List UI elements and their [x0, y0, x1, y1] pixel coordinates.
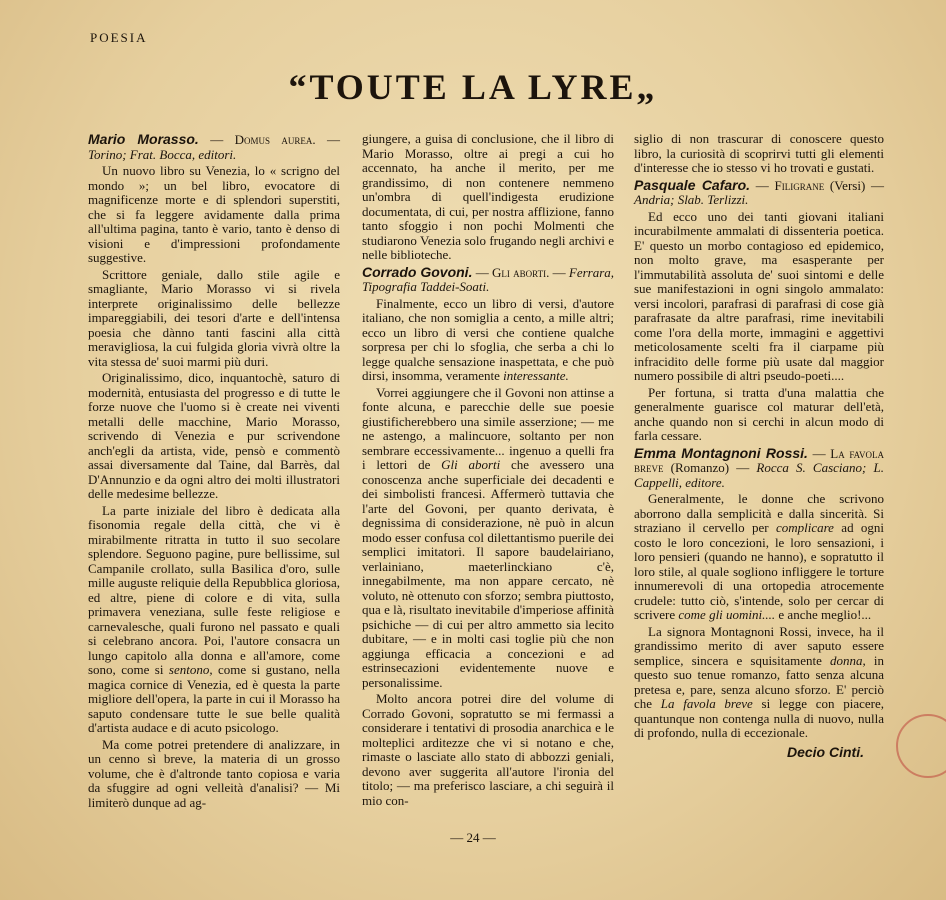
paragraph: Originalissimo, dico, inquantochè, saturo di modernità, entusiasta del progresso e di tutte le forze nuove che l'uomo si è create nei viventi metalli delle macchine, Mario Morasso, scrivendo di Venezia e pur scrivendone anch'egli da artista, vide, pensò e commentò assai diversamente dal Taine, dal Barrès, dal D'Annunzio e da ogni altro dei molti illustratori delle medesime bellezze.	[88, 370, 340, 501]
review-book-title: Filigrane	[774, 177, 825, 193]
text-run: Finalmente, ecco un libro di versi, d'autore italiano, che non somiglia a cento, a mille altri; ecco un libro di versi che contiene qualche sorpresa per chi lo sfoglia, che serba a chi lo legge qualche sensazione inaspettata, e che può dirsi, insomma, veramente	[362, 295, 614, 383]
review-book-title: La favola breve	[634, 445, 885, 475]
text-run: Vorrei aggiungere che il Govoni non attinse a fonte alcuna, e parecchie delle sue poesie giustificherebbero una simile asserzione; — me ne astengo, a malincuore, soltanto per non sembrare eccessivamente... ingenuo a quelli fra i lettori de	[362, 384, 614, 472]
paragraph: siglio di non trascurar di conoscere questo libro, la curiosità di scoprirvi tutti gli elementi d'interesse che io stesso vi ho trovati e gustati.	[634, 131, 884, 175]
text-run: ad ogni costo le loro concezioni, le loro sensazioni, i loro pensieri (quando ne hanno), e sopratutto il loro stile, al quale sogliono infliggere le torture innumerevoli di una ortopedia atrocemente crudele: tutto ciò, s'intende, solo per cercar di scrivere	[634, 520, 885, 622]
emphasis: La favola breve	[660, 696, 753, 711]
review-publisher: Rocca S. Casciano; L. Cappelli, editore.	[634, 460, 884, 490]
review-genre: (Versi)	[829, 177, 866, 193]
paragraph: Scrittore geniale, dallo stile agile e smagliante, Mario Morasso vi si rivela interprete originalissimo delle bellezze impareggiabili, dei tesori d'arte e dell'intensa poesia che dànno tanti fascini alla città meravigliosa, la cui fulgida gloria vivrà oltre la vita stessa de' suoi marmi più duri.	[88, 266, 340, 369]
page-number: — 24 —	[450, 830, 496, 845]
emphasis: Gli aborti	[441, 457, 501, 472]
column-3	[634, 132, 884, 759]
paragraph: giungere, a guisa di conclusione, che il libro di Mario Morasso, oltre ai pregi a cui ho accennato, ha anche il merito, per me grandissimo, di non contenere nemmeno un'ombra di quell'indigesta erudizione documentata, di cui, per nostra afflizione, fanno tanto sfoggio i non pochi Molmenti che studiarono Venezia solo frugando negli archivi e nelle biblioteche.	[362, 131, 614, 262]
review-publisher: Andria; Slab. Terlizzi.	[634, 192, 749, 207]
text-run: che avessero una conoscenza anche superficiale dei decadenti e dei simbolisti francesi. Affermerò tuttavia che l'arte del Govoni, per quanto derivata, è degnissima di considerazione, nè può in alcun modo esser confusa col dilettantismo puerile dei semplici imitatori. Il sapore baudelairiano, verlainiano, maeterlinckiano c'è, innegabilmente, ma non appare cercato, nè voluto, nè ottenuto con sforzo; sembra piuttosto, qua e là, risultato inevitabile d'imperiose affinità psichiche — di cui per altro ammetto sia lecito dubitare, — e in molti casi toglie più che non aggiunga efficacia a concezioni e ad estrinsecazioni evidentemente nuove e personalissime.	[362, 457, 615, 690]
paragraph: Ma come potrei pretendere di analizzare, in un cenno sì breve, la materia di un grosso volume, che è d'altronde tanto copiosa e varia da sfuggire ad ogni velleità d'analisi? — Mi limiterò dunque ad ag-	[88, 736, 340, 810]
text-run: La parte iniziale del libro è dedicata alla fisonomia regale della città, che vi è mirabilmente ritratta in tutto il suo secolare splendore. Seguono pagine, pure bellissime, sul Campanile crollato, sulla Basilica d'oro, sulle mille auguste reliquie della Repubblica gloriosa, ed altre, piene di colore e di vita, sulla primavera veneziana, sulle feste religiose e carnevalesche, quali furono nel passato e quali si celebrano ancora. Poi, l'autore consacra un lungo capitolo alla donna e all'amore, come sono, come si	[88, 502, 340, 677]
paragraph	[634, 492, 884, 623]
review-heading-cafaro: Pasquale Cafaro. — Filigrane (Versi) — Andria; Slab. Terlizzi.	[634, 176, 884, 207]
review-author: Emma Montagnoni Rossi.	[634, 444, 808, 461]
text-run: si legge con piacere, quantunque non contenga nulla di nuovo, nulla di profondo, nulla di eccezionale.	[634, 696, 885, 740]
review-publisher: Ferrara, Tipografia Taddei-Soati.	[362, 264, 615, 294]
paragraph	[634, 625, 884, 741]
column-1	[88, 132, 340, 812]
emphasis: donna,	[830, 652, 866, 668]
section-label: POESIA	[90, 30, 148, 45]
review-genre: (Romanzo)	[670, 460, 730, 475]
emphasis: sentono,	[168, 662, 213, 677]
review-heading-morasso: Mario Morasso. — Domus aurea. — Torino; Frat. Bocca, editori.	[88, 131, 341, 162]
review-heading-govoni: Corrado Govoni. — Gli aborti. — Ferrara, Tipografia Taddei-Soati.	[362, 263, 615, 294]
review-publisher: Torino; Frat. Bocca, editori.	[88, 146, 237, 162]
review-book-title: Domus aurea.	[234, 132, 316, 147]
page-title: “TOUTE LA LYRE„	[288, 67, 658, 107]
emphasis: come gli uomini....	[678, 607, 776, 622]
paragraph	[362, 386, 614, 691]
emphasis: complicare	[775, 520, 834, 535]
review-book-title: Gli aborti.	[492, 264, 550, 280]
paragraph	[88, 504, 340, 736]
review-heading-montagnoni: Emma Montagnoni Rossi. — La favola breve (Romanzo) — Rocca S. Casciano; L. Cappelli, editore.	[634, 444, 885, 490]
paragraph	[362, 297, 614, 384]
text-run: e anche meglio!...	[778, 607, 872, 622]
text-run: come si gustano, nella magica cornice di Venezia, ed è questa la parte migliore dell'opera, la parte in cui il Morasso ha saputo condensare tutte le sue belle qualità d'artista audace e di acuto psicologo.	[88, 662, 341, 735]
text-run: La signora Montagnoni Rossi, invece, ha il grandissimo merito di aver saputo essere semplice, sincera e squisitamente	[634, 623, 884, 668]
library-stamp	[896, 714, 946, 778]
emphasis: interessante.	[503, 368, 569, 383]
review-author: Mario Morasso.	[88, 131, 199, 147]
text-run: in questo suo tenue romanzo, fatto senza alcuna pretesa e, pare, senza alcuno sforzo. E' perciò che	[634, 652, 885, 711]
paragraph: Molto ancora potrei dire del volume di Corrado Govoni, sopratutto se mi fermassi a considerare i tentativi di prosodia anarchica e le molteplici arditezze che vi si notano e che, rimaste o lasciate allo stato di abbozzi geniali, devono aver suggerita all'autore l'ironia del titolo; — ma preferisco lasciare, a chi seguirà il mio con-	[362, 691, 614, 808]
text-run: Generalmente, le donne che scrivono aborrono dalla semplicità e dalla sincerità. Si straziano il cervello per	[634, 491, 884, 535]
paragraph: Ed ecco uno dei tanti giovani italiani incurabilmente ammalati di dissenteria poetica. E' questo un morbo contagioso ed epidemico, non molto grave, ma esasperante per l'immutabilità assoluta de' suoi sintomi e delle sue manifestazioni in ogni singolo ammalato: versi incolori, parafrasi di parafrasi di cose già parafrasate da altre parafrasi, rime inevitabili come l'ora della morte, immagini e aggettivi meticolosamente scelti fra il ciarpame più infracidito delle forme più usate dal maggior numero possibile di altri pseudo-poeti....	[634, 208, 884, 383]
paragraph: Per fortuna, si tratta d'una malattia che generalmente guarisce col maturar dell'età, anche quando non si cerchi in alcun modo di farla cessare.	[634, 384, 884, 443]
paragraph: Un nuovo libro su Venezia, lo « scrigno del mondo »; un bel libro, evocatore di magnificenze morte e di splendori superstiti, che si fa leggere avidamente dalla prima all'ultima pagina, tanto è vario, tanto è denso di visioni e d'impressioni profondamente suggestive.	[88, 163, 340, 265]
review-author: Pasquale Cafaro.	[634, 176, 751, 193]
column-2	[362, 132, 614, 810]
review-author: Corrado Govoni.	[362, 263, 473, 280]
signature: Decio Cinti.	[786, 743, 864, 760]
